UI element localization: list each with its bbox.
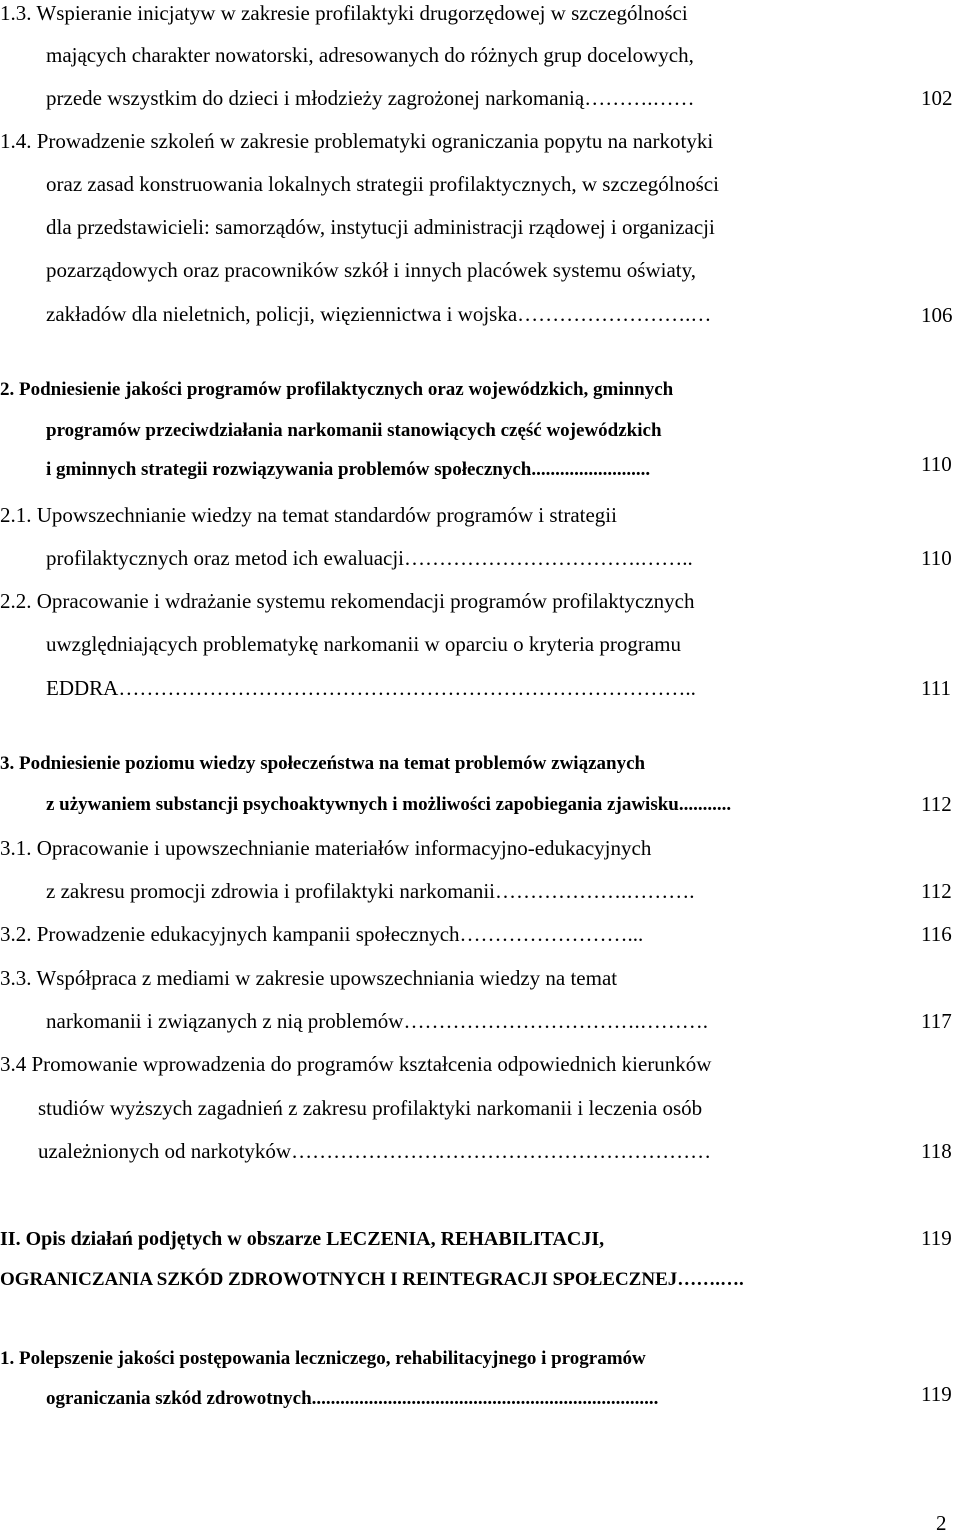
toc-entry-2-2-line-1: 2.2. Opracowanie i wdrażanie systemu rekomendacji programów profilaktycznych bbox=[0, 589, 695, 613]
toc-entry-3-4-line-3: uzależnionych od narkotyków…………………………………………………… bbox=[38, 1139, 712, 1163]
toc-entry-1-3-line-2: mających charakter nowatorski, adresowanych do różnych grup docelowych, bbox=[46, 43, 694, 67]
toc-entry-3-1-page: 112 bbox=[921, 879, 952, 903]
toc-section-3-line-2: z używaniem substancji psychoaktywnych i możliwości zapobiegania zjawisku........... bbox=[46, 794, 732, 815]
toc-entry-3-4-line-2: studiów wyższych zagadnień z zakresu profilaktyki narkomanii i leczenia osób bbox=[38, 1096, 703, 1120]
toc-entry-3-3-line-2: narkomanii i związanych z nią problemów…………………………….………. bbox=[46, 1009, 708, 1033]
toc-section-3-line-1: 3. Podniesienie poziomu wiedzy społeczeństwa na temat problemów związanych bbox=[0, 753, 646, 774]
page-number: 2 bbox=[936, 1511, 947, 1535]
toc-chapter-II-line-2: OGRANICZANIA SZKÓD ZDROWOTNYCH I REINTEGRACJI SPOŁECZNEJ…….…. bbox=[0, 1269, 744, 1290]
toc-entry-2-2-page: 111 bbox=[921, 676, 951, 700]
toc-entry-1-3-line-1: 1.3. Wspieranie inicjatyw w zakresie profilaktyki drugorzędowej w szczególności bbox=[0, 1, 688, 25]
toc-section-3-page: 112 bbox=[921, 792, 952, 816]
toc-section-1-line-2: ograniczania szkód zdrowotnych......................................................................... bbox=[46, 1388, 659, 1409]
toc-entry-1-3-line-3: przede wszystkim do dzieci i młodzieży zagrożonej narkomanią……….…… bbox=[46, 86, 695, 110]
toc-chapter-II-page: 119 bbox=[921, 1226, 952, 1250]
toc-section-2-line-3: i gminnych strategii rozwiązywania problemów społecznych......................... bbox=[46, 459, 651, 480]
toc-entry-3-4-page: 118 bbox=[921, 1139, 952, 1163]
toc-entry-1-4-line-1: 1.4. Prowadzenie szkoleń w zakresie problematyki ograniczania popytu na narkotyki bbox=[0, 129, 714, 153]
toc-entry-3-2-line-1: 3.2. Prowadzenie edukacyjnych kampanii społecznych……………………... bbox=[0, 922, 644, 946]
toc-entry-3-4-line-1: 3.4 Promowanie wprowadzenia do programów kształcenia odpowiednich kierunków bbox=[0, 1052, 712, 1076]
toc-entry-1-4-line-4: pozarządowych oraz pracowników szkół i innych placówek systemu oświaty, bbox=[46, 258, 697, 282]
toc-entry-3-2-page: 116 bbox=[921, 922, 952, 946]
toc-entry-3-3-line-1: 3.3. Współpraca z mediami w zakresie upowszechniania wiedzy na temat bbox=[0, 966, 618, 990]
toc-entry-3-3-page: 117 bbox=[921, 1009, 952, 1033]
toc-section-2-line-2: programów przeciwdziałania narkomanii stanowiących część wojewódzkich bbox=[46, 420, 662, 441]
toc-section-2-line-1: 2. Podniesienie jakości programów profilaktycznych oraz wojewódzkich, gminnych bbox=[0, 379, 674, 400]
toc-entry-2-1-line-1: 2.1. Upowszechnianie wiedzy na temat standardów programów i strategii bbox=[0, 503, 617, 527]
toc-entry-2-2-line-2: uwzględniających problematykę narkomanii w oparciu o kryteria programu bbox=[46, 632, 682, 656]
toc-entry-3-1-line-1: 3.1. Opracowanie i upowszechnianie materiałów informacyjno-edukacyjnych bbox=[0, 836, 652, 860]
toc-chapter-II-line-1: II. Opis działań podjętych w obszarze LECZENIA, REHABILITACJI, bbox=[0, 1228, 605, 1250]
toc-entry-1-4-line-5: zakładów dla nieletnich, policji, więziennictwa i wojska…………………….… bbox=[46, 302, 712, 326]
toc-entry-1-4-line-3: dla przedstawicieli: samorządów, instytucji administracji rządowej i organizacji bbox=[46, 215, 715, 239]
toc-section-1-page: 119 bbox=[921, 1382, 952, 1406]
toc-entry-2-2-line-3: EDDRA……………………………………………………………………….. bbox=[46, 676, 696, 700]
toc-entry-1-4-line-2: oraz zasad konstruowania lokalnych strategii profilaktycznych, w szczególności bbox=[46, 172, 719, 196]
toc-entry-3-1-line-2: z zakresu promocji zdrowia i profilaktyki narkomanii……………….………. bbox=[46, 879, 695, 903]
toc-entry-1-4-page: 106 bbox=[921, 303, 953, 327]
toc-entry-2-1-page: 110 bbox=[921, 546, 952, 570]
toc-entry-2-1-line-2: profilaktycznych oraz metod ich ewaluacji…………………………….…….. bbox=[46, 546, 693, 570]
toc-entry-1-3-page: 102 bbox=[921, 86, 953, 110]
toc-section-2-page: 110 bbox=[921, 452, 952, 476]
toc-section-1-line-1: 1. Polepszenie jakości postępowania leczniczego, rehabilitacyjnego i programów bbox=[0, 1348, 646, 1369]
